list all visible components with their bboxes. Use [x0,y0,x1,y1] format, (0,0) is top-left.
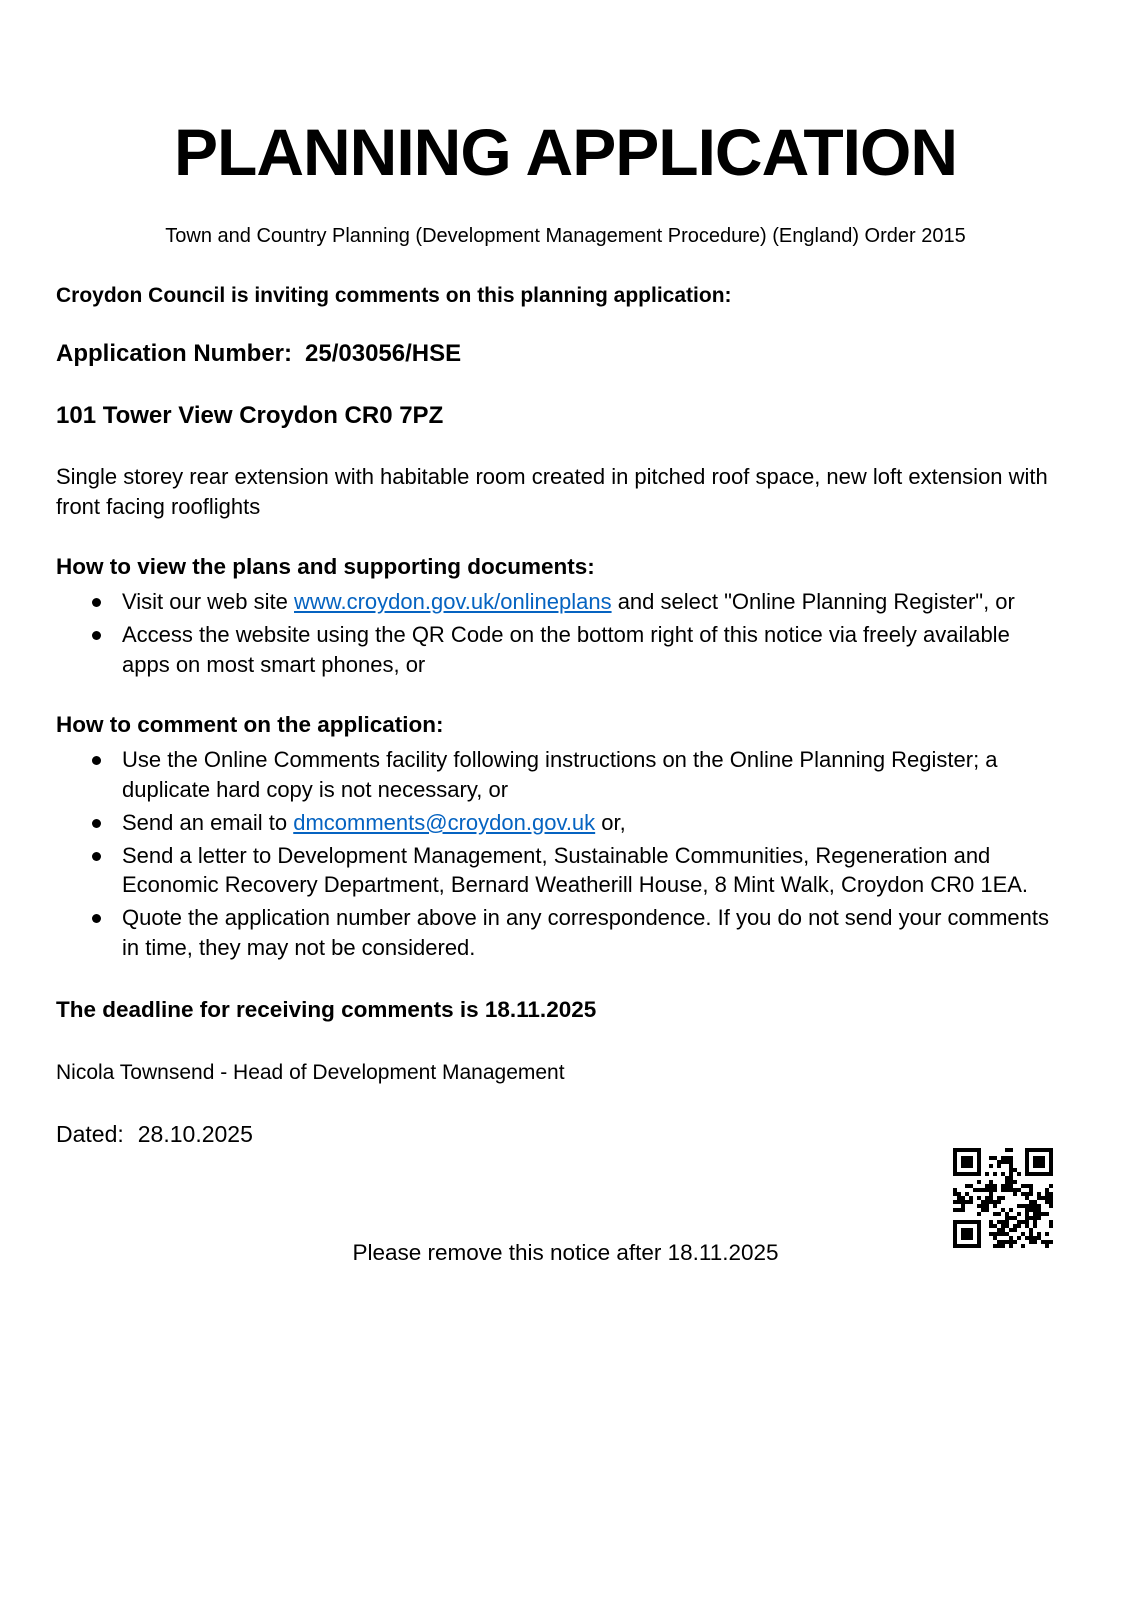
notice-subtitle: Town and Country Planning (Development Management Procedure) (England) Order 2015 [165,225,966,248]
bullet-qr-access: Access the website using the QR Code on the bottom right of this notice via freely available apps on most smart phones, or [122,622,1010,677]
dated-line [56,1121,1075,1148]
onlineplans-link[interactable]: www.croydon.gov.uk/onlineplans [294,589,612,615]
bullet-text-segment: or, [595,809,626,835]
bullet-icon [92,598,101,607]
bullet-text-segment: and select "Online Planning Register", or [611,589,1015,615]
qr-code-svg [953,1148,1053,1248]
notice-title: PLANNING APPLICATION [174,115,957,189]
bullet-icon [92,914,101,923]
application-number-value: 25/03056/HSE [305,340,462,368]
bullet-send-letter: Send a letter to Development Management, Sustainable Communities, Regeneration and Economic Recovery Department, Bernard Weatherill House, 8 Mint Walk, Croydon CR0 1EA. [122,842,1029,898]
how-to-comment-list [56,745,1075,963]
qr-code [953,1148,1053,1248]
dated-value: 28.10.2025 [137,1121,253,1148]
bullet-quote-number: Quote the application number above in any correspondence. If you do not send your comments in time, they may not be considered. [122,905,1050,961]
how-to-comment-heading: How to comment on the application: [56,711,444,737]
bullet-online-comments: Use the Online Comments facility following instructions on the Online Planning Register; a duplicate hard copy is not necessary, or [122,746,998,802]
bullet-text-segment: Send an email to [122,809,294,835]
list-item [56,745,1075,805]
bullet-visit-website [122,587,1052,617]
remove-notice-line: Please remove this notice after 18.11.2025 [352,1240,779,1266]
bullet-icon [92,756,101,765]
email-link[interactable]: dmcomments@croydon.gov.uk [293,809,596,835]
site-address: 101 Tower View Croydon CR0 7PZ [56,402,444,430]
list-item [56,620,1075,680]
how-to-view-heading: How to view the plans and supporting documents: [56,554,595,580]
deadline-line: The deadline for receiving comments is 18.11.2025 [56,997,597,1023]
bullet-icon [92,819,101,828]
application-number-label: Application Number: [56,340,293,368]
list-item [56,587,1075,617]
proposal-description: Single storey rear extension with habitable room created in pitched roof space, new loft extension with front facing rooflights [56,464,1048,520]
list-item [56,808,1075,838]
intro-line: Croydon Council is inviting comments on this planning application: [56,284,732,308]
list-item [56,903,1075,963]
bullet-send-email [122,808,1052,838]
dated-label: Dated: [56,1121,124,1148]
signatory-line: Nicola Townsend - Head of Development Management [56,1061,565,1085]
application-number-line [56,340,1075,368]
list-item [56,841,1075,901]
bullet-text-segment: Visit our web site [122,589,295,615]
how-to-view-list [56,587,1075,680]
bullet-icon [92,852,101,861]
bullet-icon [92,631,101,640]
